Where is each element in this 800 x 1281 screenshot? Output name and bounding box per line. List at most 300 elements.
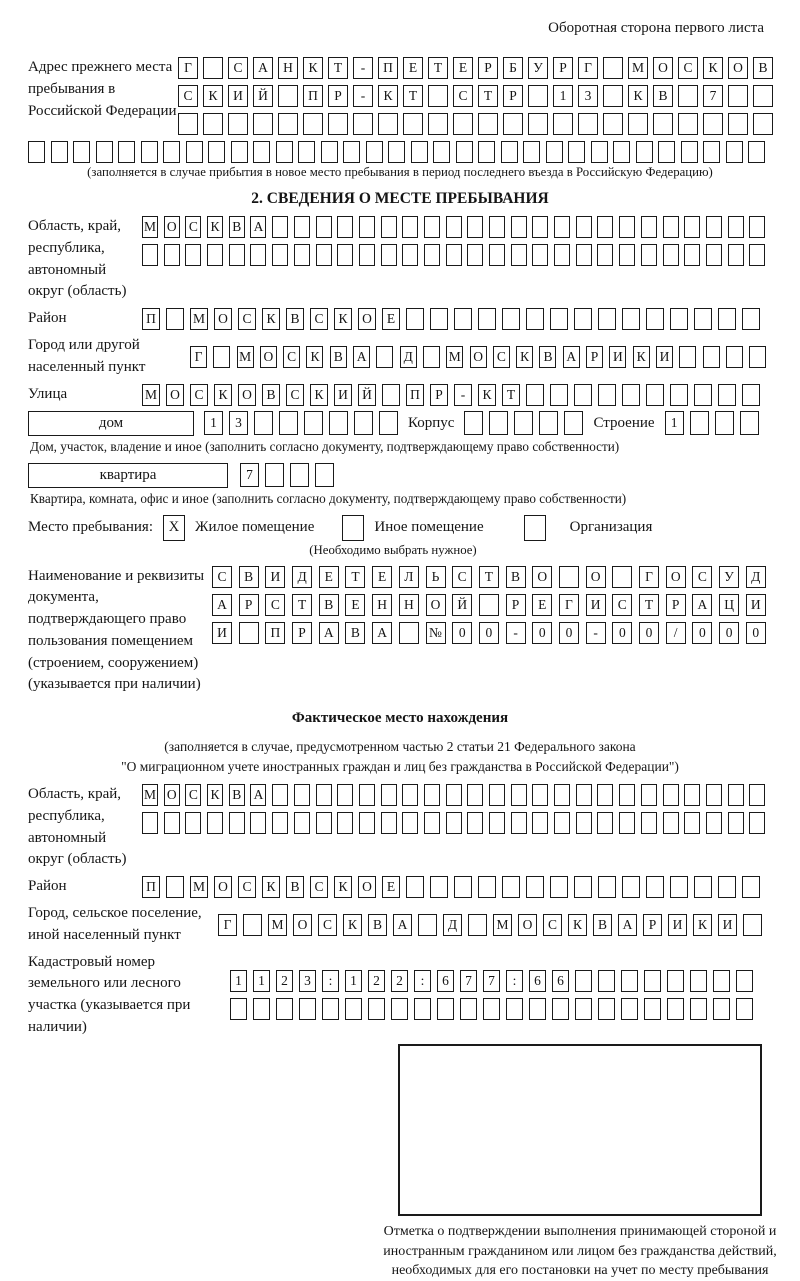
char-cell[interactable] (619, 216, 635, 238)
char-cell[interactable] (736, 998, 753, 1020)
char-cell[interactable]: К (262, 876, 280, 898)
char-cell[interactable]: И (746, 594, 766, 616)
char-cell[interactable]: В (345, 622, 365, 644)
char-cell[interactable]: О (426, 594, 446, 616)
char-cell[interactable]: М (142, 216, 158, 238)
char-cell[interactable] (316, 244, 332, 266)
char-cell[interactable] (366, 141, 383, 163)
char-cell[interactable] (272, 784, 288, 806)
char-cell[interactable] (166, 308, 184, 330)
char-cell[interactable] (381, 784, 397, 806)
char-cell[interactable] (728, 85, 748, 107)
char-cell[interactable] (679, 346, 696, 368)
char-cell[interactable]: 1 (230, 970, 247, 992)
char-cell[interactable]: О (164, 784, 180, 806)
char-cell[interactable] (718, 384, 736, 406)
char-cell[interactable] (550, 876, 568, 898)
char-cell[interactable] (467, 244, 483, 266)
char-cell[interactable]: О (293, 914, 312, 936)
char-cell[interactable] (575, 970, 592, 992)
char-cell[interactable]: Е (319, 566, 339, 588)
char-cell[interactable]: О (238, 384, 256, 406)
char-cell[interactable] (663, 244, 679, 266)
char-cell[interactable] (703, 113, 723, 135)
char-cell[interactable]: А (353, 346, 370, 368)
char-cell[interactable]: 0 (559, 622, 579, 644)
char-cell[interactable] (713, 970, 730, 992)
char-cell[interactable]: № (426, 622, 446, 644)
char-cell[interactable] (539, 411, 558, 435)
char-cell[interactable]: Е (382, 308, 400, 330)
char-cell[interactable]: И (609, 346, 626, 368)
char-cell[interactable] (359, 812, 375, 834)
char-cell[interactable]: А (319, 622, 339, 644)
char-cell[interactable]: В (330, 346, 347, 368)
char-cell[interactable] (446, 244, 462, 266)
char-cell[interactable] (684, 216, 700, 238)
char-cell[interactable] (506, 998, 523, 1020)
char-cell[interactable]: В (229, 784, 245, 806)
char-cell[interactable] (279, 411, 298, 435)
char-cell[interactable] (464, 411, 483, 435)
char-cell[interactable] (359, 244, 375, 266)
char-cell[interactable] (546, 141, 563, 163)
char-cell[interactable]: С (265, 594, 285, 616)
char-cell[interactable] (402, 216, 418, 238)
char-cell[interactable]: Т (502, 384, 520, 406)
char-cell[interactable] (322, 998, 339, 1020)
char-cell[interactable] (303, 113, 323, 135)
char-cell[interactable]: Т (403, 85, 423, 107)
char-cell[interactable] (446, 784, 462, 806)
char-cell[interactable] (28, 141, 45, 163)
char-cell[interactable] (411, 141, 428, 163)
char-cell[interactable] (164, 812, 180, 834)
char-cell[interactable] (598, 970, 615, 992)
char-cell[interactable] (483, 998, 500, 1020)
char-cell[interactable]: Ь (426, 566, 446, 588)
char-cell[interactable] (641, 216, 657, 238)
char-cell[interactable] (706, 216, 722, 238)
checkbox-organizatsiya[interactable] (524, 515, 546, 541)
char-cell[interactable] (690, 998, 707, 1020)
char-cell[interactable] (354, 411, 373, 435)
char-cell[interactable] (663, 812, 679, 834)
char-cell[interactable] (663, 784, 679, 806)
char-cell[interactable]: О (164, 216, 180, 238)
char-cell[interactable]: Г (559, 594, 579, 616)
char-cell[interactable] (597, 216, 613, 238)
char-cell[interactable]: О (358, 876, 376, 898)
char-cell[interactable]: А (563, 346, 580, 368)
char-cell[interactable] (337, 216, 353, 238)
char-cell[interactable]: 1 (253, 970, 270, 992)
char-cell[interactable] (554, 784, 570, 806)
checkbox-inoe[interactable] (342, 515, 364, 541)
char-cell[interactable] (141, 141, 158, 163)
char-cell[interactable] (681, 141, 698, 163)
char-cell[interactable] (713, 998, 730, 1020)
char-cell[interactable] (742, 876, 760, 898)
char-cell[interactable]: К (628, 85, 648, 107)
char-cell[interactable]: А (253, 57, 273, 79)
char-cell[interactable] (453, 113, 473, 135)
char-cell[interactable] (316, 784, 332, 806)
char-cell[interactable] (489, 411, 508, 435)
char-cell[interactable] (250, 812, 266, 834)
char-cell[interactable] (502, 308, 520, 330)
char-cell[interactable] (554, 216, 570, 238)
char-cell[interactable]: П (142, 308, 160, 330)
char-cell[interactable] (703, 346, 720, 368)
char-cell[interactable] (728, 812, 744, 834)
char-cell[interactable] (598, 308, 616, 330)
char-cell[interactable] (253, 998, 270, 1020)
char-cell[interactable]: В (286, 876, 304, 898)
char-cell[interactable]: 0 (532, 622, 552, 644)
char-cell[interactable]: Г (190, 346, 207, 368)
char-cell[interactable]: С (286, 384, 304, 406)
char-cell[interactable]: В (229, 216, 245, 238)
char-cell[interactable]: О (470, 346, 487, 368)
char-cell[interactable] (406, 308, 424, 330)
char-cell[interactable]: М (493, 914, 512, 936)
char-cell[interactable] (532, 812, 548, 834)
char-cell[interactable]: К (343, 914, 362, 936)
char-cell[interactable] (514, 411, 533, 435)
char-cell[interactable]: С (452, 566, 472, 588)
char-cell[interactable]: С (543, 914, 562, 936)
char-cell[interactable] (706, 784, 722, 806)
char-cell[interactable]: Р (586, 346, 603, 368)
char-cell[interactable] (528, 85, 548, 107)
char-cell[interactable] (381, 216, 397, 238)
char-cell[interactable] (467, 216, 483, 238)
char-cell[interactable]: В (262, 384, 280, 406)
char-cell[interactable] (646, 308, 664, 330)
char-cell[interactable]: Е (403, 57, 423, 79)
char-cell[interactable] (523, 141, 540, 163)
char-cell[interactable]: Р (506, 594, 526, 616)
char-cell[interactable]: В (653, 85, 673, 107)
char-cell[interactable] (437, 998, 454, 1020)
char-cell[interactable] (243, 914, 262, 936)
char-cell[interactable] (203, 57, 223, 79)
char-cell[interactable]: С (185, 216, 201, 238)
char-cell[interactable]: В (319, 594, 339, 616)
char-cell[interactable]: 6 (529, 970, 546, 992)
char-cell[interactable]: И (228, 85, 248, 107)
char-cell[interactable] (644, 998, 661, 1020)
char-cell[interactable]: Р (328, 85, 348, 107)
char-cell[interactable]: Т (292, 594, 312, 616)
char-cell[interactable] (576, 244, 592, 266)
char-cell[interactable]: А (393, 914, 412, 936)
char-cell[interactable] (646, 876, 664, 898)
char-cell[interactable] (743, 914, 762, 936)
char-cell[interactable] (578, 113, 598, 135)
char-cell[interactable] (622, 876, 640, 898)
char-cell[interactable] (670, 308, 688, 330)
char-cell[interactable]: Д (292, 566, 312, 588)
char-cell[interactable]: И (718, 914, 737, 936)
char-cell[interactable]: К (516, 346, 533, 368)
char-cell[interactable]: В (286, 308, 304, 330)
char-cell[interactable]: С (238, 876, 256, 898)
char-cell[interactable]: А (212, 594, 232, 616)
char-cell[interactable]: С (493, 346, 510, 368)
char-cell[interactable] (753, 113, 773, 135)
char-cell[interactable]: И (586, 594, 606, 616)
char-cell[interactable] (501, 141, 518, 163)
char-cell[interactable]: О (666, 566, 686, 588)
char-cell[interactable] (603, 113, 623, 135)
char-cell[interactable] (598, 876, 616, 898)
char-cell[interactable] (418, 914, 437, 936)
char-cell[interactable] (532, 244, 548, 266)
char-cell[interactable] (749, 784, 765, 806)
char-cell[interactable]: М (446, 346, 463, 368)
char-cell[interactable]: О (358, 308, 376, 330)
char-cell[interactable] (253, 113, 273, 135)
char-cell[interactable] (229, 812, 245, 834)
char-cell[interactable] (740, 411, 759, 435)
char-cell[interactable] (185, 812, 201, 834)
char-cell[interactable]: 3 (299, 970, 316, 992)
char-cell[interactable]: И (265, 566, 285, 588)
char-cell[interactable] (253, 141, 270, 163)
char-cell[interactable]: С (310, 308, 328, 330)
char-cell[interactable] (670, 384, 688, 406)
char-cell[interactable] (430, 876, 448, 898)
char-cell[interactable] (402, 244, 418, 266)
char-cell[interactable]: С (453, 85, 473, 107)
char-cell[interactable]: - (353, 57, 373, 79)
char-cell[interactable] (529, 998, 546, 1020)
char-cell[interactable] (446, 812, 462, 834)
char-cell[interactable]: К (310, 384, 328, 406)
char-cell[interactable] (208, 141, 225, 163)
char-cell[interactable] (684, 784, 700, 806)
char-cell[interactable] (641, 812, 657, 834)
char-cell[interactable]: С (678, 57, 698, 79)
char-cell[interactable] (753, 85, 773, 107)
char-cell[interactable] (164, 244, 180, 266)
char-cell[interactable] (388, 141, 405, 163)
char-cell[interactable]: Т (328, 57, 348, 79)
char-cell[interactable]: 7 (240, 463, 259, 487)
char-cell[interactable] (298, 141, 315, 163)
char-cell[interactable] (667, 970, 684, 992)
char-cell[interactable] (381, 244, 397, 266)
char-cell[interactable]: У (719, 566, 739, 588)
char-cell[interactable] (478, 113, 498, 135)
char-cell[interactable]: 0 (639, 622, 659, 644)
char-cell[interactable] (718, 308, 736, 330)
char-cell[interactable]: П (142, 876, 160, 898)
char-cell[interactable] (163, 141, 180, 163)
char-cell[interactable] (454, 308, 472, 330)
char-cell[interactable]: 0 (746, 622, 766, 644)
char-cell[interactable] (552, 998, 569, 1020)
char-cell[interactable]: 7 (703, 85, 723, 107)
char-cell[interactable] (424, 812, 440, 834)
char-cell[interactable]: Е (532, 594, 552, 616)
char-cell[interactable]: С (185, 784, 201, 806)
char-cell[interactable] (460, 998, 477, 1020)
char-cell[interactable]: 0 (479, 622, 499, 644)
char-cell[interactable] (294, 216, 310, 238)
char-cell[interactable] (96, 141, 113, 163)
char-cell[interactable] (678, 113, 698, 135)
char-cell[interactable]: 1 (204, 411, 223, 435)
char-cell[interactable] (478, 308, 496, 330)
char-cell[interactable] (559, 566, 579, 588)
char-cell[interactable] (653, 113, 673, 135)
char-cell[interactable] (337, 244, 353, 266)
char-cell[interactable] (742, 308, 760, 330)
char-cell[interactable] (299, 998, 316, 1020)
char-cell[interactable] (456, 141, 473, 163)
char-cell[interactable] (391, 998, 408, 1020)
char-cell[interactable] (641, 784, 657, 806)
char-cell[interactable]: Е (372, 566, 392, 588)
char-cell[interactable] (598, 384, 616, 406)
char-cell[interactable] (229, 244, 245, 266)
char-cell[interactable]: О (166, 384, 184, 406)
char-cell[interactable]: 2 (368, 970, 385, 992)
char-cell[interactable]: : (506, 970, 523, 992)
char-cell[interactable]: К (207, 784, 223, 806)
char-cell[interactable] (576, 216, 592, 238)
char-cell[interactable]: О (532, 566, 552, 588)
char-cell[interactable]: К (703, 57, 723, 79)
char-cell[interactable] (185, 244, 201, 266)
char-cell[interactable] (272, 244, 288, 266)
char-cell[interactable] (597, 244, 613, 266)
char-cell[interactable] (568, 141, 585, 163)
char-cell[interactable]: К (568, 914, 587, 936)
char-cell[interactable] (430, 308, 448, 330)
char-cell[interactable]: М (142, 384, 160, 406)
char-cell[interactable]: 3 (578, 85, 598, 107)
char-cell[interactable] (467, 812, 483, 834)
char-cell[interactable]: П (303, 85, 323, 107)
char-cell[interactable]: Г (639, 566, 659, 588)
char-cell[interactable] (428, 113, 448, 135)
char-cell[interactable]: В (753, 57, 773, 79)
char-cell[interactable] (321, 141, 338, 163)
char-cell[interactable]: К (478, 384, 496, 406)
char-cell[interactable] (511, 784, 527, 806)
char-cell[interactable] (424, 784, 440, 806)
char-cell[interactable]: С (612, 594, 632, 616)
char-cell[interactable]: Р (478, 57, 498, 79)
char-cell[interactable] (706, 812, 722, 834)
char-cell[interactable] (619, 784, 635, 806)
char-cell[interactable]: Р (239, 594, 259, 616)
char-cell[interactable]: К (693, 914, 712, 936)
char-cell[interactable] (294, 784, 310, 806)
char-cell[interactable] (621, 998, 638, 1020)
char-cell[interactable]: К (303, 57, 323, 79)
char-cell[interactable]: Е (453, 57, 473, 79)
char-cell[interactable] (316, 216, 332, 238)
char-cell[interactable]: И (212, 622, 232, 644)
char-cell[interactable] (622, 308, 640, 330)
char-cell[interactable]: С (692, 566, 712, 588)
char-cell[interactable]: В (593, 914, 612, 936)
char-cell[interactable] (290, 463, 309, 487)
char-cell[interactable] (345, 998, 362, 1020)
char-cell[interactable]: М (268, 914, 287, 936)
char-cell[interactable] (278, 85, 298, 107)
char-cell[interactable]: К (378, 85, 398, 107)
char-cell[interactable]: С (318, 914, 337, 936)
char-cell[interactable] (694, 384, 712, 406)
char-cell[interactable] (663, 216, 679, 238)
char-cell[interactable] (294, 244, 310, 266)
char-cell[interactable]: 6 (437, 970, 454, 992)
char-cell[interactable]: Е (382, 876, 400, 898)
char-cell[interactable] (343, 141, 360, 163)
char-cell[interactable] (628, 113, 648, 135)
char-cell[interactable] (503, 113, 523, 135)
char-cell[interactable]: Т (428, 57, 448, 79)
char-cell[interactable] (433, 141, 450, 163)
char-cell[interactable]: Ц (719, 594, 739, 616)
char-cell[interactable]: С (310, 876, 328, 898)
char-cell[interactable]: К (306, 346, 323, 368)
char-cell[interactable] (619, 812, 635, 834)
char-cell[interactable]: : (414, 970, 431, 992)
char-cell[interactable] (511, 216, 527, 238)
char-cell[interactable] (489, 784, 505, 806)
char-cell[interactable] (423, 346, 440, 368)
char-cell[interactable] (646, 384, 664, 406)
char-cell[interactable] (454, 876, 472, 898)
char-cell[interactable]: 2 (391, 970, 408, 992)
char-cell[interactable] (603, 57, 623, 79)
char-cell[interactable] (597, 784, 613, 806)
char-cell[interactable]: Й (452, 594, 472, 616)
char-cell[interactable]: К (203, 85, 223, 107)
char-cell[interactable]: Н (278, 57, 298, 79)
char-cell[interactable] (613, 141, 630, 163)
char-cell[interactable] (231, 141, 248, 163)
char-cell[interactable]: Р (292, 622, 312, 644)
char-cell[interactable]: П (406, 384, 424, 406)
char-cell[interactable] (526, 876, 544, 898)
char-cell[interactable]: Т (639, 594, 659, 616)
char-cell[interactable] (467, 784, 483, 806)
char-cell[interactable] (304, 411, 323, 435)
char-cell[interactable]: Т (479, 566, 499, 588)
char-cell[interactable] (670, 876, 688, 898)
char-cell[interactable] (728, 113, 748, 135)
char-cell[interactable] (353, 113, 373, 135)
char-cell[interactable] (276, 998, 293, 1020)
char-cell[interactable]: П (378, 57, 398, 79)
char-cell[interactable] (612, 566, 632, 588)
char-cell[interactable] (619, 244, 635, 266)
char-cell[interactable] (213, 346, 230, 368)
char-cell[interactable]: 7 (460, 970, 477, 992)
char-cell[interactable]: О (653, 57, 673, 79)
char-cell[interactable] (337, 812, 353, 834)
char-cell[interactable]: 2 (276, 970, 293, 992)
char-cell[interactable] (294, 812, 310, 834)
